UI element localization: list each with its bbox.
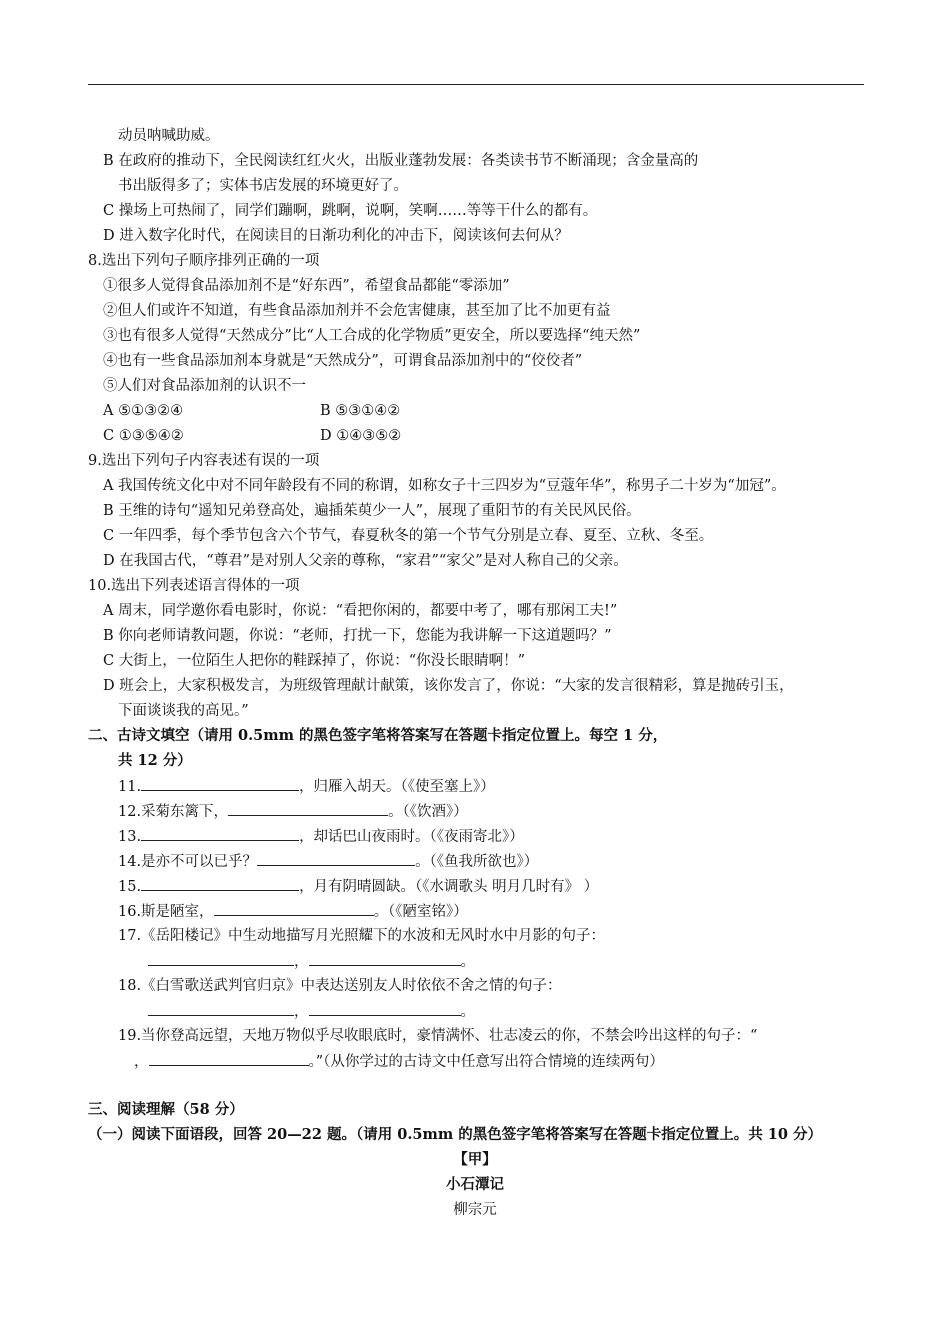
- q18-end: 。: [460, 1004, 475, 1020]
- q18-separator: ，: [294, 1004, 309, 1020]
- q11: [118, 776, 495, 797]
- q8-stem: 8.选出下列句子顺序排列正确的一项: [88, 253, 320, 269]
- q19-blank-2: [149, 1051, 309, 1066]
- q13-text: ，却话巴山夜雨时。（《夜雨寄北》）: [299, 829, 524, 845]
- q12-blank: [228, 801, 388, 816]
- q9-option-d: D 在我国古代，“尊君”是对别人父亲的尊称，“家君”“家父”是对人称自己的父亲。: [103, 553, 628, 569]
- q8-sentence-1: ①很多人觉得食品添加剂不是“好东西”，希望食品都能“零添加”: [103, 278, 510, 294]
- q8-option-d: D ①④③⑤②: [320, 428, 402, 444]
- q10-option-a: A 周末，同学邀你看电影时，你说：“看把你闲的，都要中考了，哪有那闲工夫!”: [103, 603, 618, 619]
- q8-sentence-2: ②但人们或许不知道，有些食品添加剂并不会危害健康，甚至加了比不加更有益: [103, 303, 611, 319]
- q16-blank: [214, 901, 374, 916]
- q12-prefix: 12.采菊东篱下，: [118, 804, 229, 820]
- q8-sentence-4: ④也有一些食品添加剂本身就是“天然成分”，可谓食品添加剂中的“佼佼者”: [103, 353, 583, 369]
- q9-option-a: A 我国传统文化中对不同年龄段有不同的称谓，如称女子十三四岁为“豆蔻年华”，称男子二十岁为“加冠”。: [103, 478, 786, 494]
- q13: [118, 826, 524, 847]
- q7-option-b-line2: 书出版得多了；实体书店发展的环境更好了。: [118, 178, 408, 194]
- q9-option-c: C 一年四季，每个季节包含六个节气，春夏秋冬的第一个节气分别是立春、夏至、立秋、冬至。: [103, 528, 714, 544]
- q18-answer: [148, 1001, 475, 1022]
- passage-marker-jia: 【甲】: [453, 1151, 497, 1168]
- q15-blank: [141, 876, 299, 891]
- q18-blank-1: [148, 1001, 294, 1016]
- section2-title-line1: 二、古诗文填空（请用 0.5mm 的黑色签字笔将答案写在答题卡指定位置上。每空 1 分，: [88, 727, 668, 744]
- q12: [118, 801, 468, 822]
- q19-stem: 19.当你登高远望，天地万物似乎尽收眼底时，豪情满怀、壮志凌云的你，不禁会吟出这样的句子：“: [118, 1028, 758, 1044]
- q11-number: 11.: [118, 779, 142, 795]
- q14: [118, 851, 538, 872]
- q7-option-a-continuation: 动员呐喊助威。: [118, 128, 220, 144]
- q11-text: ，归雁入胡天。（《使至塞上》）: [299, 779, 495, 795]
- q15: [118, 876, 598, 897]
- section3-subtitle: （一）阅读下面语段，回答 20—22 题。（请用 0.5mm 的黑色签字笔将答案写在答题卡指定位置上。共 10 分）: [88, 1126, 822, 1143]
- q15-number: 15.: [118, 879, 142, 895]
- q8-option-a: A ⑤①③②④: [103, 403, 184, 419]
- q13-number: 13.: [118, 829, 142, 845]
- q7-option-d: D 进入数字化时代，在阅读目的日渐功利化的冲击下，阅读该何去何从？: [103, 228, 569, 244]
- q10-option-d-line1: D 班会上，大家积极发言，为班级管理献计献策，该你发言了，你说：“大家的发言很精彩，算是抛砖引玉，: [103, 678, 794, 694]
- q18-stem: 18.《白雪歌送武判官归京》中表达送别友人时依依不舍之情的句子：: [118, 978, 562, 994]
- q14-blank: [257, 851, 415, 866]
- q10-stem: 10.选出下列表述语言得体的一项: [88, 578, 300, 594]
- q19-end: 。”（从你学过的古诗文中任意写出符合情境的连续两句）: [308, 1054, 664, 1070]
- q17-separator: ，: [294, 954, 309, 970]
- q9-option-b: B 王维的诗句“遥知兄弟登高处，遍插茱萸少一人”，展现了重阳节的有关民风民俗。: [103, 503, 641, 519]
- header-rule: [88, 84, 864, 85]
- q11-blank: [141, 776, 299, 791]
- q10-option-b: B 你向老师请教问题，你说：“老师，打扰一下，您能为我讲解一下这道题吗？”: [103, 628, 612, 644]
- passage-title: 小石潭记: [446, 1176, 504, 1193]
- q14-suffix: 。（《鱼我所欲也》）: [415, 854, 539, 870]
- section3-title: 三、阅读理解（58 分）: [88, 1101, 244, 1118]
- passage-author: 柳宗元: [453, 1202, 497, 1218]
- q13-blank: [141, 826, 299, 841]
- q17-answer: [148, 951, 475, 972]
- q17-blank-2: [309, 951, 461, 966]
- q10-option-c: C 大街上，一位陌生人把你的鞋踩掉了，你说：“你没长眼睛啊！”: [103, 653, 526, 669]
- q12-suffix: 。（《饮酒》）: [388, 804, 468, 820]
- q8-sentence-3: ③也有很多人觉得“天然成分”比“人工合成的化学物质”更安全，所以要选择“纯天然”: [103, 328, 641, 344]
- section2-title-line2: 共 12 分）: [118, 752, 192, 769]
- q14-prefix: 14.是亦不可以已乎？: [118, 854, 258, 870]
- q10-option-d-line2: 下面谈谈我的高见。”: [118, 703, 249, 719]
- q19-answer: [134, 1051, 664, 1072]
- q17-blank-1: [148, 951, 294, 966]
- q16: [118, 901, 468, 922]
- q9-stem: 9.选出下列句子内容表述有误的一项: [88, 453, 320, 469]
- q19-separator: ，: [134, 1054, 149, 1070]
- q15-text: ，月有阴晴圆缺。（《水调歌头 明月几时有》 ）: [299, 879, 599, 895]
- q7-option-c: C 操场上可热闹了，同学们蹦啊，跳啊，说啊，笑啊……等等干什么的都有。: [103, 203, 598, 219]
- q17-stem: 17.《岳阳楼记》中生动地描写月光照耀下的水波和无风时水中月影的句子：: [118, 928, 606, 944]
- q16-prefix: 16.斯是陋室，: [118, 904, 214, 920]
- q8-option-b: B ⑤③①④②: [320, 403, 401, 419]
- q17-end: 。: [460, 954, 475, 970]
- q8-sentence-5: ⑤人们对食品添加剂的认识不一: [103, 378, 306, 394]
- q7-option-b-line1: B 在政府的推动下，全民阅读红红火火，出版业蓬勃发展：各类读书节不断涌现；含金量高的: [103, 153, 699, 169]
- q8-option-c: C ①③⑤④②: [103, 428, 184, 444]
- q18-blank-2: [309, 1001, 461, 1016]
- q16-suffix: 。（《陋室铭》）: [373, 904, 468, 920]
